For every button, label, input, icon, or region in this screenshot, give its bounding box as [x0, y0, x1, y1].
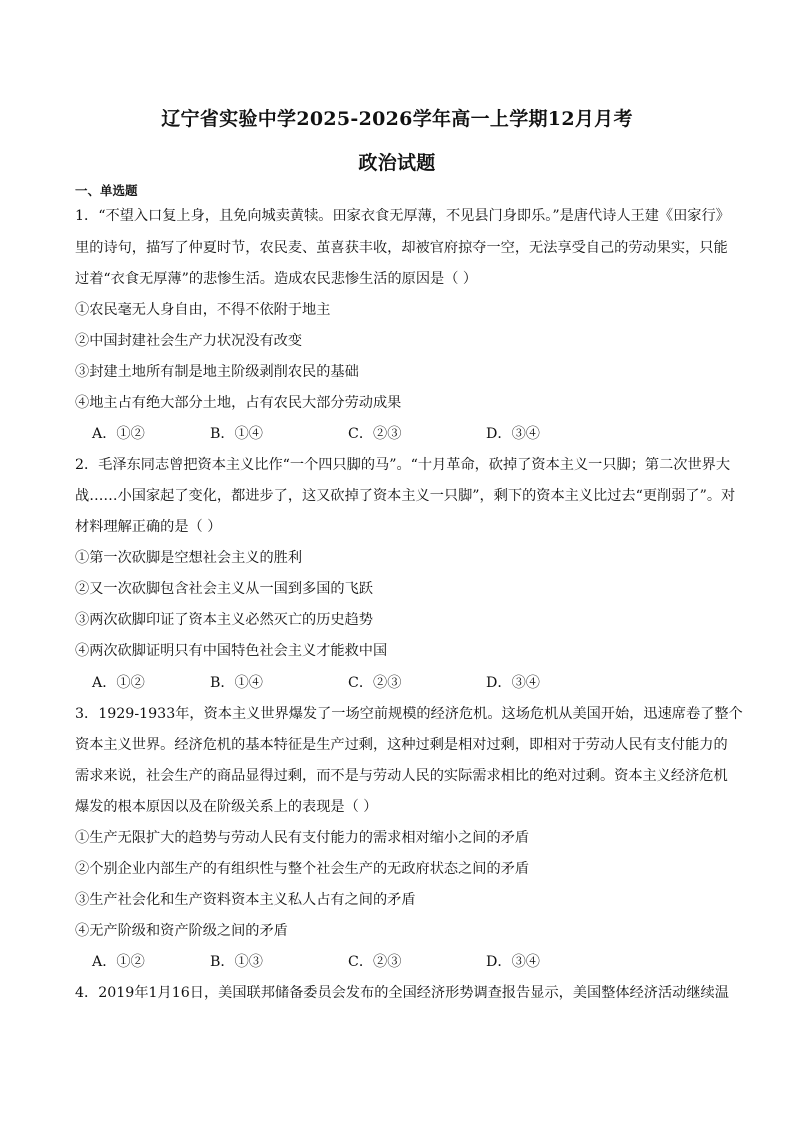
- question-2-options: [92, 673, 692, 693]
- question-3-stem-line-4: 爆发的根本原因以及在阶级关系上的表现是（ ）: [75, 799, 378, 815]
- question-2-stem-line-1: 2．毛泽东同志曾把资本主义比作“一个四只脚的马”。“十月革命，砍掉了资本主义一只脚；第二次世界大: [75, 457, 731, 473]
- question-1-statement-1: ①农民毫无人身自由，不得不依附于地主: [75, 302, 331, 318]
- question-1-option-b[interactable]: B．①④: [210, 426, 263, 442]
- question-3-option-d[interactable]: D．③④: [486, 954, 540, 970]
- question-3-statement-4: ④无产阶级和资产阶级之间的矛盾: [75, 923, 288, 939]
- question-3-options: [92, 952, 692, 972]
- question-1-stem-line-1: 1．“不望入口复上身，且免向城卖黄犊。田家衣食无厚薄，不见县门身即乐。”是唐代诗人王建《田家行》: [75, 208, 730, 224]
- question-1-option-d[interactable]: D．③④: [486, 426, 540, 442]
- question-2-option-d[interactable]: D．③④: [486, 675, 540, 691]
- question-2-statement-1: ①第一次砍脚是空想社会主义的胜利: [75, 550, 303, 566]
- question-1-options: [92, 424, 692, 444]
- question-3-stem-line-2: 资本主义世界。经济危机的基本特征是生产过剩，这种过剩是相对过剩，即相对于劳动人民有支付能力的: [75, 737, 728, 753]
- question-2-stem-line-3: 材料理解正确的是（ ）: [75, 519, 222, 535]
- question-2-stem-line-2: 战……小国家起了变化，都进步了，这又砍掉了资本主义一只脚”，剩下的资本主义比过去“更削弱了”。对: [75, 488, 736, 504]
- question-3-statement-2: ②个别企业内部生产的有组织性与整个社会生产的无政府状态之间的矛盾: [75, 861, 530, 877]
- question-1-option-c[interactable]: C．②③: [348, 426, 402, 442]
- question-3-statement-1: ①生产无限扩大的趋势与劳动人民有支付能力的需求相对缩小之间的矛盾: [75, 830, 530, 846]
- question-3-option-a[interactable]: A．①②: [92, 954, 145, 970]
- question-3-option-c[interactable]: C．②③: [348, 954, 402, 970]
- question-2-statement-2: ②又一次砍脚包含社会主义从一国到多国的飞跃: [75, 581, 373, 597]
- question-4-stem-line-1: 4．2019年1月16日，美国联邦储备委员会发布的全国经济形势调查报告显示，美国整体经济活动继续温: [75, 985, 729, 1001]
- question-1-statement-3: ③封建土地所有制是地主阶级剥削农民的基础: [75, 364, 359, 380]
- question-2-option-b[interactable]: B．①④: [210, 675, 263, 691]
- question-1-stem-line-3: 过着“衣食无厚薄”的悲惨生活。造成农民悲惨生活的原因是（ ）: [75, 271, 478, 287]
- exam-title: 辽宁省实验中学2025-2026学年高一上学期12月月考: [161, 108, 633, 130]
- question-1-option-a[interactable]: A．①②: [92, 426, 145, 442]
- question-1-stem-line-2: 里的诗句，描写了仲夏时节，农民麦、茧喜获丰收，却被官府掠夺一空，无法享受自己的劳动果实，只能: [75, 240, 728, 256]
- question-1-statement-2: ②中国封建社会生产力状况没有改变: [75, 333, 303, 349]
- question-3-stem-line-1: 3．1929-1933年，资本主义世界爆发了一场空前规模的经济危机。这场危机从美国开始，迅速席卷了整个: [75, 706, 743, 722]
- question-2-statement-3: ③两次砍脚印证了资本主义必然灭亡的历史趋势: [75, 612, 373, 628]
- section-heading: 一、单选题: [75, 183, 138, 198]
- question-3-option-b[interactable]: B．①③: [210, 954, 263, 970]
- question-3-statement-3: ③生产社会化和生产资料资本主义私人占有之间的矛盾: [75, 892, 416, 908]
- question-2-statement-4: ④两次砍脚证明只有中国特色社会主义才能救中国: [75, 643, 388, 659]
- question-3-stem-line-3: 需求来说，社会生产的商品显得过剩，而不是与劳动人民的实际需求相比的绝对过剩。资本主义经济危机: [75, 768, 728, 784]
- exam-subtitle: 政治试题: [358, 152, 436, 174]
- question-2-option-c[interactable]: C．②③: [348, 675, 402, 691]
- question-2-option-a[interactable]: A．①②: [92, 675, 145, 691]
- question-1-statement-4: ④地主占有绝大部分土地，占有农民大部分劳动成果: [75, 395, 402, 411]
